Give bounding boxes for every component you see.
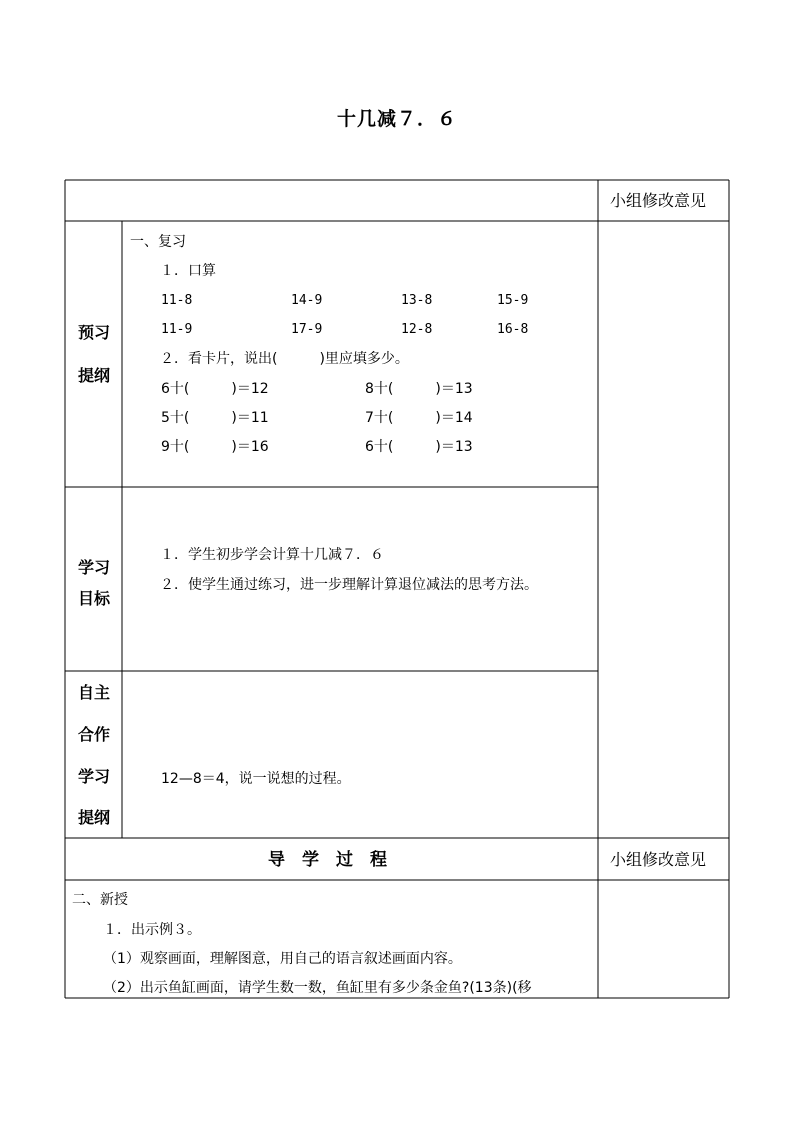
calc-item: 14-9 — [291, 293, 323, 308]
self-study-label-line1: 自主 — [77, 683, 110, 702]
fill-blank-item: 9十( )＝16 — [161, 439, 269, 455]
goal-line: ２．使学生通过练习，进一步理解计算退位减法的思考方法。 — [160, 577, 538, 593]
calc-item: 11-8 — [161, 293, 193, 308]
fill-blank-item: 7十( )＝14 — [365, 410, 473, 426]
fill-blank-item: 6十( )＝12 — [161, 381, 269, 397]
review-section-title: 一、复习 — [130, 234, 186, 250]
preview-label-line1: 预习 — [77, 323, 110, 342]
card-fill-title: ２．看卡片，说出( )里应填多少。 — [160, 351, 409, 367]
fill-blank-item: 6十( )＝13 — [365, 439, 473, 455]
fill-blank-item: 8十( )＝13 — [365, 381, 473, 397]
goals-label-line1: 学习 — [77, 558, 110, 577]
calc-item: 17-9 — [291, 322, 323, 337]
preview-label-line2: 提纲 — [77, 366, 110, 385]
goals-label-line2: 目标 — [77, 589, 110, 608]
calc-item: 11-9 — [161, 322, 193, 337]
process-line: （2）出示鱼缸画面，请学生数一数，鱼缸里有多少条金鱼?(13条)(移 — [103, 980, 532, 996]
process-line: （1）观察画面，理解图意，用自己的语言叙述画面内容。 — [103, 951, 462, 967]
review-column-header: 小组修改意见 — [610, 191, 707, 210]
calc-item: 13-8 — [401, 293, 433, 308]
calc-item: 15-9 — [497, 293, 529, 308]
self-study-label-line2: 合作 — [77, 725, 110, 744]
calc-item: 12-8 — [401, 322, 433, 337]
calc-item: 16-8 — [497, 322, 529, 337]
process-review-column: 小组修改意见 — [610, 850, 707, 869]
oral-calc-title: １．口算 — [160, 263, 216, 279]
process-heading: 导 学 过 程 — [268, 850, 387, 870]
self-study-label-line3: 学习 — [77, 767, 110, 786]
process-line: １．出示例３。 — [103, 922, 201, 938]
self-study-text: 12—8＝4，说一说想的过程。 — [161, 771, 351, 787]
goal-line: １．学生初步学会计算十几减７．６ — [160, 547, 384, 563]
new-lesson-section: 二、新授 — [72, 892, 128, 908]
fill-blank-item: 5十( )＝11 — [161, 410, 269, 426]
page-title: 十几减７．６ — [336, 108, 457, 130]
self-study-label-line4: 提纲 — [77, 808, 110, 827]
